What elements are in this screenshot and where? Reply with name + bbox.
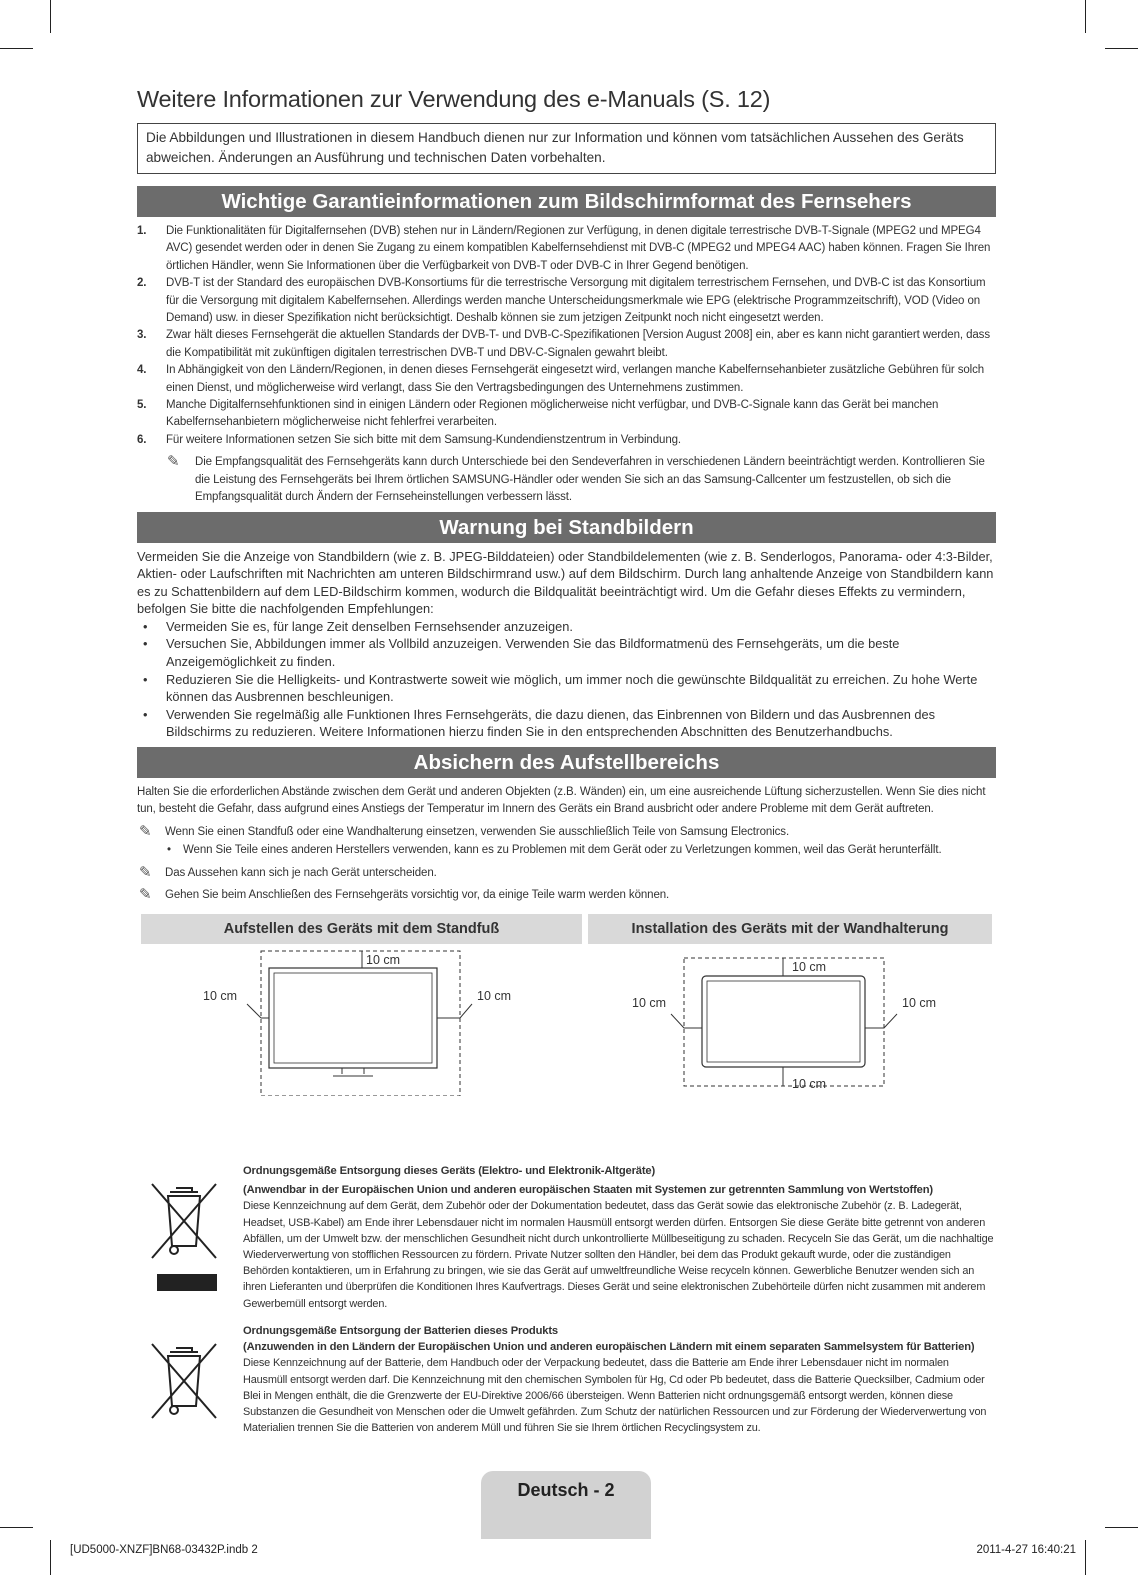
pencil-note-icon: ✎ <box>139 863 152 881</box>
stand-heading: Aufstellen des Geräts mit dem Standfuß <box>141 914 582 944</box>
install-note-3: ✎ Gehen Sie beim Anschließen des Fernsehgeräts vorsichtig vor, da einige Teile warm werden können. <box>139 886 670 904</box>
stillimage-intro: Vermeiden Sie die Anzeige von Standbildern (wie z. B. JPEG-Bilddateien) oder Standbildelementen (wie z. B. Senderlogos, Panorama- oder 4:3-Bilder, Aktien- oder Laufschriften mit Nachrichten am unteren Bildschirmrand usw.) auf dem Bildschirm. Durch lang anhaltende Anzeige von Standbildern kann es zu Schattenbildern auf dem LED-Bildschirm kommen, wodurch die Bildqualität beeinträchtigt wird. Um die Gefahr dieses Effekts zu vermindern, befolgen Sie bitte die nachfolgenden Empfehlungen: <box>137 548 994 617</box>
list-item: • Reduzieren Sie die Helligkeits- und Kontrastwerte soweit wie möglich, um immer noch die gewünschte Bildqualität zu erreichen. Zu hohe Werte können das Ausbrennen beschleunigen. <box>143 671 978 705</box>
crop-mark <box>0 48 33 49</box>
wall-right-distance: 10 cm <box>902 996 937 1011</box>
install-note-1: ✎ Wenn Sie einen Standfuß oder eine Wandhalterung einsetzen, verwenden Sie ausschließlich Teile von Samsung Electronics. <box>139 822 790 840</box>
device-disposal-text: Diese Kennzeichnung auf dem Gerät, dem Zubehör oder der Dokumentation bedeutet, dass das Gerät sowie das elektronische Zubehör (z. B. Ladegerät, Headset, USB-Kabel) am Ende ihrer Lebensdauer nicht im normalen Hausmüll entsorgt werden dürfen. Entsorgen Sie diese Geräte bitte getrennt von anderen Abfällen, um der Umwelt bzw. der menschlichen Gesundheit nicht durch unkontrollierte Müllbeseitigung zu schaden. Recyceln Sie das Gerät, um die nachhaltige Wiederverwertung von stofflichen Ressourcen zu fördern. Private Nutzer sollten den Händler, bei dem das Produkt gekauft wurde, oder die zuständigen Behörden kontaktieren, um in Erfahrung zu bringen, wie sie das Gerät auf umweltfreundliche Weise recyceln können. Gewerbliche Benutzer wenden sich an ihren Lieferanten und überprüfen die Konditionen Ihres Kaufvertrags. Dieses Gerät und seine elektronischen Zubehörteile dürfen nicht zusammen mit anderem Gewerbemüll entsorgt werden. <box>243 1200 994 1310</box>
page-title: Weitere Informationen zur Verwendung des e-Manuals (S. 12) <box>137 86 771 112</box>
crop-mark <box>0 1527 33 1528</box>
install-intro: Halten Sie die erforderlichen Abstände zwischen dem Gerät und anderen Objekten (z.B. Wänden) ein, um eine ausreichende Lüftung sicherzustellen. Wenn Sie dies nicht tun, besteht die Gefahr, dass aufgrund eines Anstiegs der Temperatur im Innern des Geräts ein Brand ausbricht oder andere Probleme mit dem Gerät auftreten. <box>137 786 986 816</box>
list-item: • Vermeiden Sie es, für lange Zeit denselben Fernsehsender anzuzeigen. <box>143 618 573 634</box>
device-disposal-title: Ordnungsgemäße Entsorgung dieses Geräts (Elektro- und Elektronik-Altgeräte) <box>243 1165 656 1177</box>
battery-disposal <box>243 1323 995 1436</box>
stand-top-distance: 10 cm <box>366 953 401 968</box>
wall-heading: Installation des Geräts mit der Wandhalterung <box>588 914 992 944</box>
crop-mark <box>1085 0 1086 33</box>
stand-diagram <box>137 944 587 1096</box>
device-disposal-subtitle: (Anwendbar in der Europäischen Union und anderen europäischen Staaten mit Systemen zur getrennten Sammlung von Wertstoffen) <box>243 1184 933 1197</box>
install-heading: Absichern des Aufstellbereichs <box>137 747 996 778</box>
battery-disposal-text: Diese Kennzeichnung auf der Batterie, dem Handbuch oder der Verpackung bedeutet, dass die Batterie am Ende ihrer Lebensdauer nicht im normalen Hausmüll entsorgt werden darf. Die Kennzeichnung mit den chemischen Symbolen für Hg, Cd oder Pb bedeutet, dass die Batterie Quecksilber, Cadmium oder Blei in Mengen enthält, die die Grenzwerte der EU-Direktive 2006/66 übersteigen. Wenn Batterien nicht ordnungsgemäß entsorgt werden, können diese Substanzen die Gesundheit von Menschen oder die Umwelt gefährden. Zum Schutz der natürlichen Ressourcen und zur Förderung der Wiederverwertung von Materialien trennen Sie die Batterien von anderem Müll und führen Sie sie Ihrem örtlichen Recyclingsystem zu. <box>243 1357 987 1435</box>
page-number-tab: Deutsch - 2 <box>481 1471 651 1539</box>
list-item: 6. Für weitere Informationen setzen Sie sich bitte mit dem Samsung-Kundendienstzentrum in Verbindung. <box>137 433 682 446</box>
wall-left-distance: 10 cm <box>632 996 667 1011</box>
page-content <box>137 86 996 1096</box>
pencil-note-icon: ✎ <box>139 822 152 840</box>
warranty-list <box>137 223 996 449</box>
wall-top-distance: 10 cm <box>792 960 827 975</box>
print-date: 2011-4-27 16:40:21 <box>976 1544 1076 1556</box>
stillimage-list <box>137 618 996 741</box>
battery-disposal-subtitle: (Anzuwenden in den Ländern der Europäischen Union und anderen europäischen Ländern mit einem separaten Sammelsystem für Batterien) <box>243 1341 975 1354</box>
list-item: 1. Die Funktionalitäten für Digitalfernsehen (DVB) stehen nur in Ländern/Regionen zur Verfügung, in denen digitale terrestrische DVB-T-Signale (MPEG2 und MPEG4 AVC) gesendet werden oder in denen Sie Zugang zu einem kompatiblen Kabelfernsehdienst mit DVB-C (MPEG2 und MPEG4 AAC) haben können. Fragen Sie Ihren örtlichen Händler, wenn Sie Informationen über die Verfügbarkeit von DVB-T oder DVB-C in Ihrer Gegend benötigen. <box>137 225 991 272</box>
crop-mark <box>50 0 51 33</box>
stand-right-distance: 10 cm <box>477 989 512 1004</box>
install-diagrams <box>137 914 996 1096</box>
crossed-out-wheelie-bin-icon <box>148 1340 220 1424</box>
crossed-out-wheelie-bin-icon <box>148 1180 220 1264</box>
stillimage-heading: Warnung bei Standbildern <box>137 512 996 543</box>
disclaimer-box: Die Abbildungen und Illustrationen in diesem Handbuch dienen nur zur Information und können vom tatsächlichen Aussehen des Geräts abweichen. Änderungen an Ausführung und technischen Daten vorbehalten. <box>137 123 996 174</box>
warranty-heading: Wichtige Garantieinformationen zum Bildschirmformat des Fernsehers <box>137 186 996 217</box>
crop-mark <box>1105 48 1138 49</box>
list-item: 3. Zwar hält dieses Fernsehgerät die aktuellen Standards der DVB-T- und DVB-C-Spezifikationen [Version August 2008] ein, aber es kann nicht garantiert werden, dass die Kompatibilität mit zukünftigen digitalen terrestrischen DVB-T und DBV-C-Signalen gewahrt bleibt. <box>137 329 990 359</box>
solid-bar-mark <box>157 1274 217 1291</box>
pencil-note-icon: ✎ <box>167 453 180 471</box>
list-item: 2. DVB-T ist der Standard des europäischen DVB-Konsortiums für die terrestrische Versorgung mit digitalem terrestrischem Fernsehen, und DVB-C ist das Konsortium für die Versorgung mit digitalem Kabelfernsehen. Allerdings werden manche Unterscheidungsmerkmale wie EPG (elektrische Programmzeitschrift), VOD (Video on Demand) usw. in dieser Spezifikation nicht berücksichtigt. Deshalb können sie zum jetzigen Zeitpunkt noch nicht eingesetzt werden. <box>137 277 986 325</box>
battery-disposal-title: Ordnungsgemäße Entsorgung der Batterien dieses Produkts <box>243 1325 559 1337</box>
stand-left-distance: 10 cm <box>203 989 238 1004</box>
list-item: • Versuchen Sie, Abbildungen immer als Vollbild anzuzeigen. Verwenden Sie das Bildformatmenü des Fernsehgeräts, um die beste Anzeigemöglichkeit zu finden. <box>143 636 900 670</box>
install-note-2: ✎ Das Aussehen kann sich je nach Gerät unterscheiden. <box>139 863 437 881</box>
print-file-info: [UD5000-XNZF]BN68-03432P.indb 2 <box>70 1544 258 1556</box>
crop-mark <box>1105 1527 1138 1528</box>
install-note-1-sub: • Wenn Sie Teile eines anderen Herstellers verwenden, kann es zu Problemen mit dem Gerät oder zu Verletzungen kommen, weil das Gerät herunterfällt. <box>167 844 942 857</box>
list-item: 4. In Abhängigkeit von den Ländern/Regionen, in denen dieses Fernsehgerät eingesetzt wird, verlangen manche Kabelfernsehanbieter zusätzliche Gebühren für solch einen Dienst, und möglicherweise wird verlangt, dass Sie den Vertragsbedingungen des Unternehmens zustimmen. <box>137 364 985 394</box>
warranty-note: ✎ Die Empfangsqualität des Fernsehgeräts kann durch Unterschiede bei den Sendeverfahren in verschiedenen Ländern beeinträchtigt werden. Kontrollieren Sie die Leistung des Fernsehgeräts bei Ihrem örtlichen SAMSUNG-Händler oder wenden Sie sich an das Samsung-Callcenter um festzustellen, ob sich die Empfangsqualität durch Ändern der Fernseheinstellungen verbessern lässt. <box>167 453 985 504</box>
wall-bottom-distance: 10 cm <box>792 1077 827 1092</box>
pencil-note-icon: ✎ <box>139 886 152 904</box>
list-item: • Verwenden Sie regelmäßig alle Funktionen Ihres Fernsehgeräts, die dazu dienen, das Einbrennen von Bildern und das Ausbrennen des Bildschirms zu reduzieren. Weitere Informationen hierzu finden Sie in den entsprechenden Abschnitten des Benutzerhandbuchs. <box>143 706 936 740</box>
crop-mark <box>1085 1540 1086 1575</box>
device-disposal <box>243 1163 995 1312</box>
list-item: 5. Manche Digitalfernsehfunktionen sind in einigen Ländern oder Regionen möglicherweise nicht verfügbar, und DVB-C-Signale kann das Gerät bei manchen Kabelfernsehanbietern möglicherweise nicht fehlerfrei verarbeiten. <box>137 399 939 429</box>
crop-mark <box>50 1540 51 1575</box>
